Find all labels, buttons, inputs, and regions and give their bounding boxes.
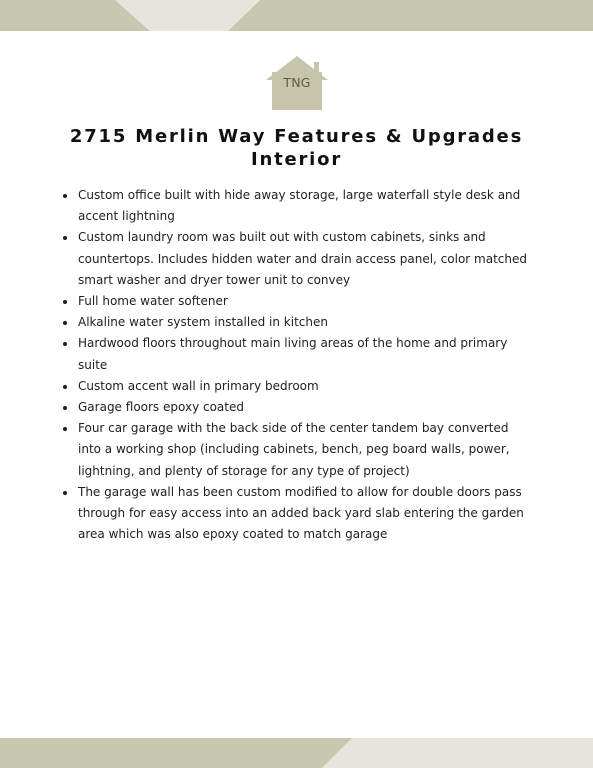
list-item-text: Four car garage with the back side of the center tandem bay converted into a working shop (including cabinets, bench, peg board walls, power, lightning, and plenty of storage for any type of project) <box>78 421 510 478</box>
bullet-icon <box>63 194 67 198</box>
bullet-icon <box>63 236 67 240</box>
list-item <box>60 376 530 397</box>
bullet-icon <box>63 300 67 304</box>
list-item <box>60 312 530 333</box>
list-item <box>60 291 530 312</box>
list-item-text: Custom laundry room was built out with custom cabinets, sinks and countertops. Includes hidden water and drain access panel, color matched smart washer and dryer tower unit to convey <box>78 230 527 287</box>
list-item-text: The garage wall has been custom modified to allow for double doors pass through for easy access into an added back yard slab entering the garden area which was also epoxy coated to match garage <box>78 484 524 542</box>
list-item-text: Hardwood floors throughout main living areas of the home and primary suite <box>78 336 508 372</box>
bottom-decorative-band <box>0 738 593 768</box>
list-item <box>60 482 530 546</box>
bullet-icon <box>63 406 67 410</box>
bullet-icon <box>63 342 67 346</box>
list-item-text: Custom accent wall in primary bedroom <box>78 378 319 393</box>
bullet-icon <box>63 321 67 325</box>
logo-text: TNG <box>283 75 311 90</box>
title-line-2: Interior <box>250 149 342 170</box>
list-item-text: Custom office built with hide away storage, large waterfall style desk and accent lightning <box>78 188 521 224</box>
features-list <box>60 185 530 545</box>
tng-house-logo <box>266 56 328 110</box>
bullet-icon <box>63 491 67 495</box>
list-item <box>60 227 530 291</box>
list-item-text: Garage floors epoxy coated <box>78 400 244 415</box>
page-title <box>0 125 593 171</box>
top-decorative-band <box>0 0 593 31</box>
list-item-text: Full home water softener <box>78 294 228 309</box>
title-line-1: 2715 Merlin Way Features & Upgrades <box>69 126 524 147</box>
bullet-icon <box>63 385 67 389</box>
list-item-text: Alkaline water system installed in kitchen <box>78 315 328 330</box>
bullet-icon <box>63 427 67 431</box>
list-item <box>60 397 530 418</box>
list-item <box>60 185 530 227</box>
list-item <box>60 418 530 482</box>
list-item <box>60 333 530 375</box>
